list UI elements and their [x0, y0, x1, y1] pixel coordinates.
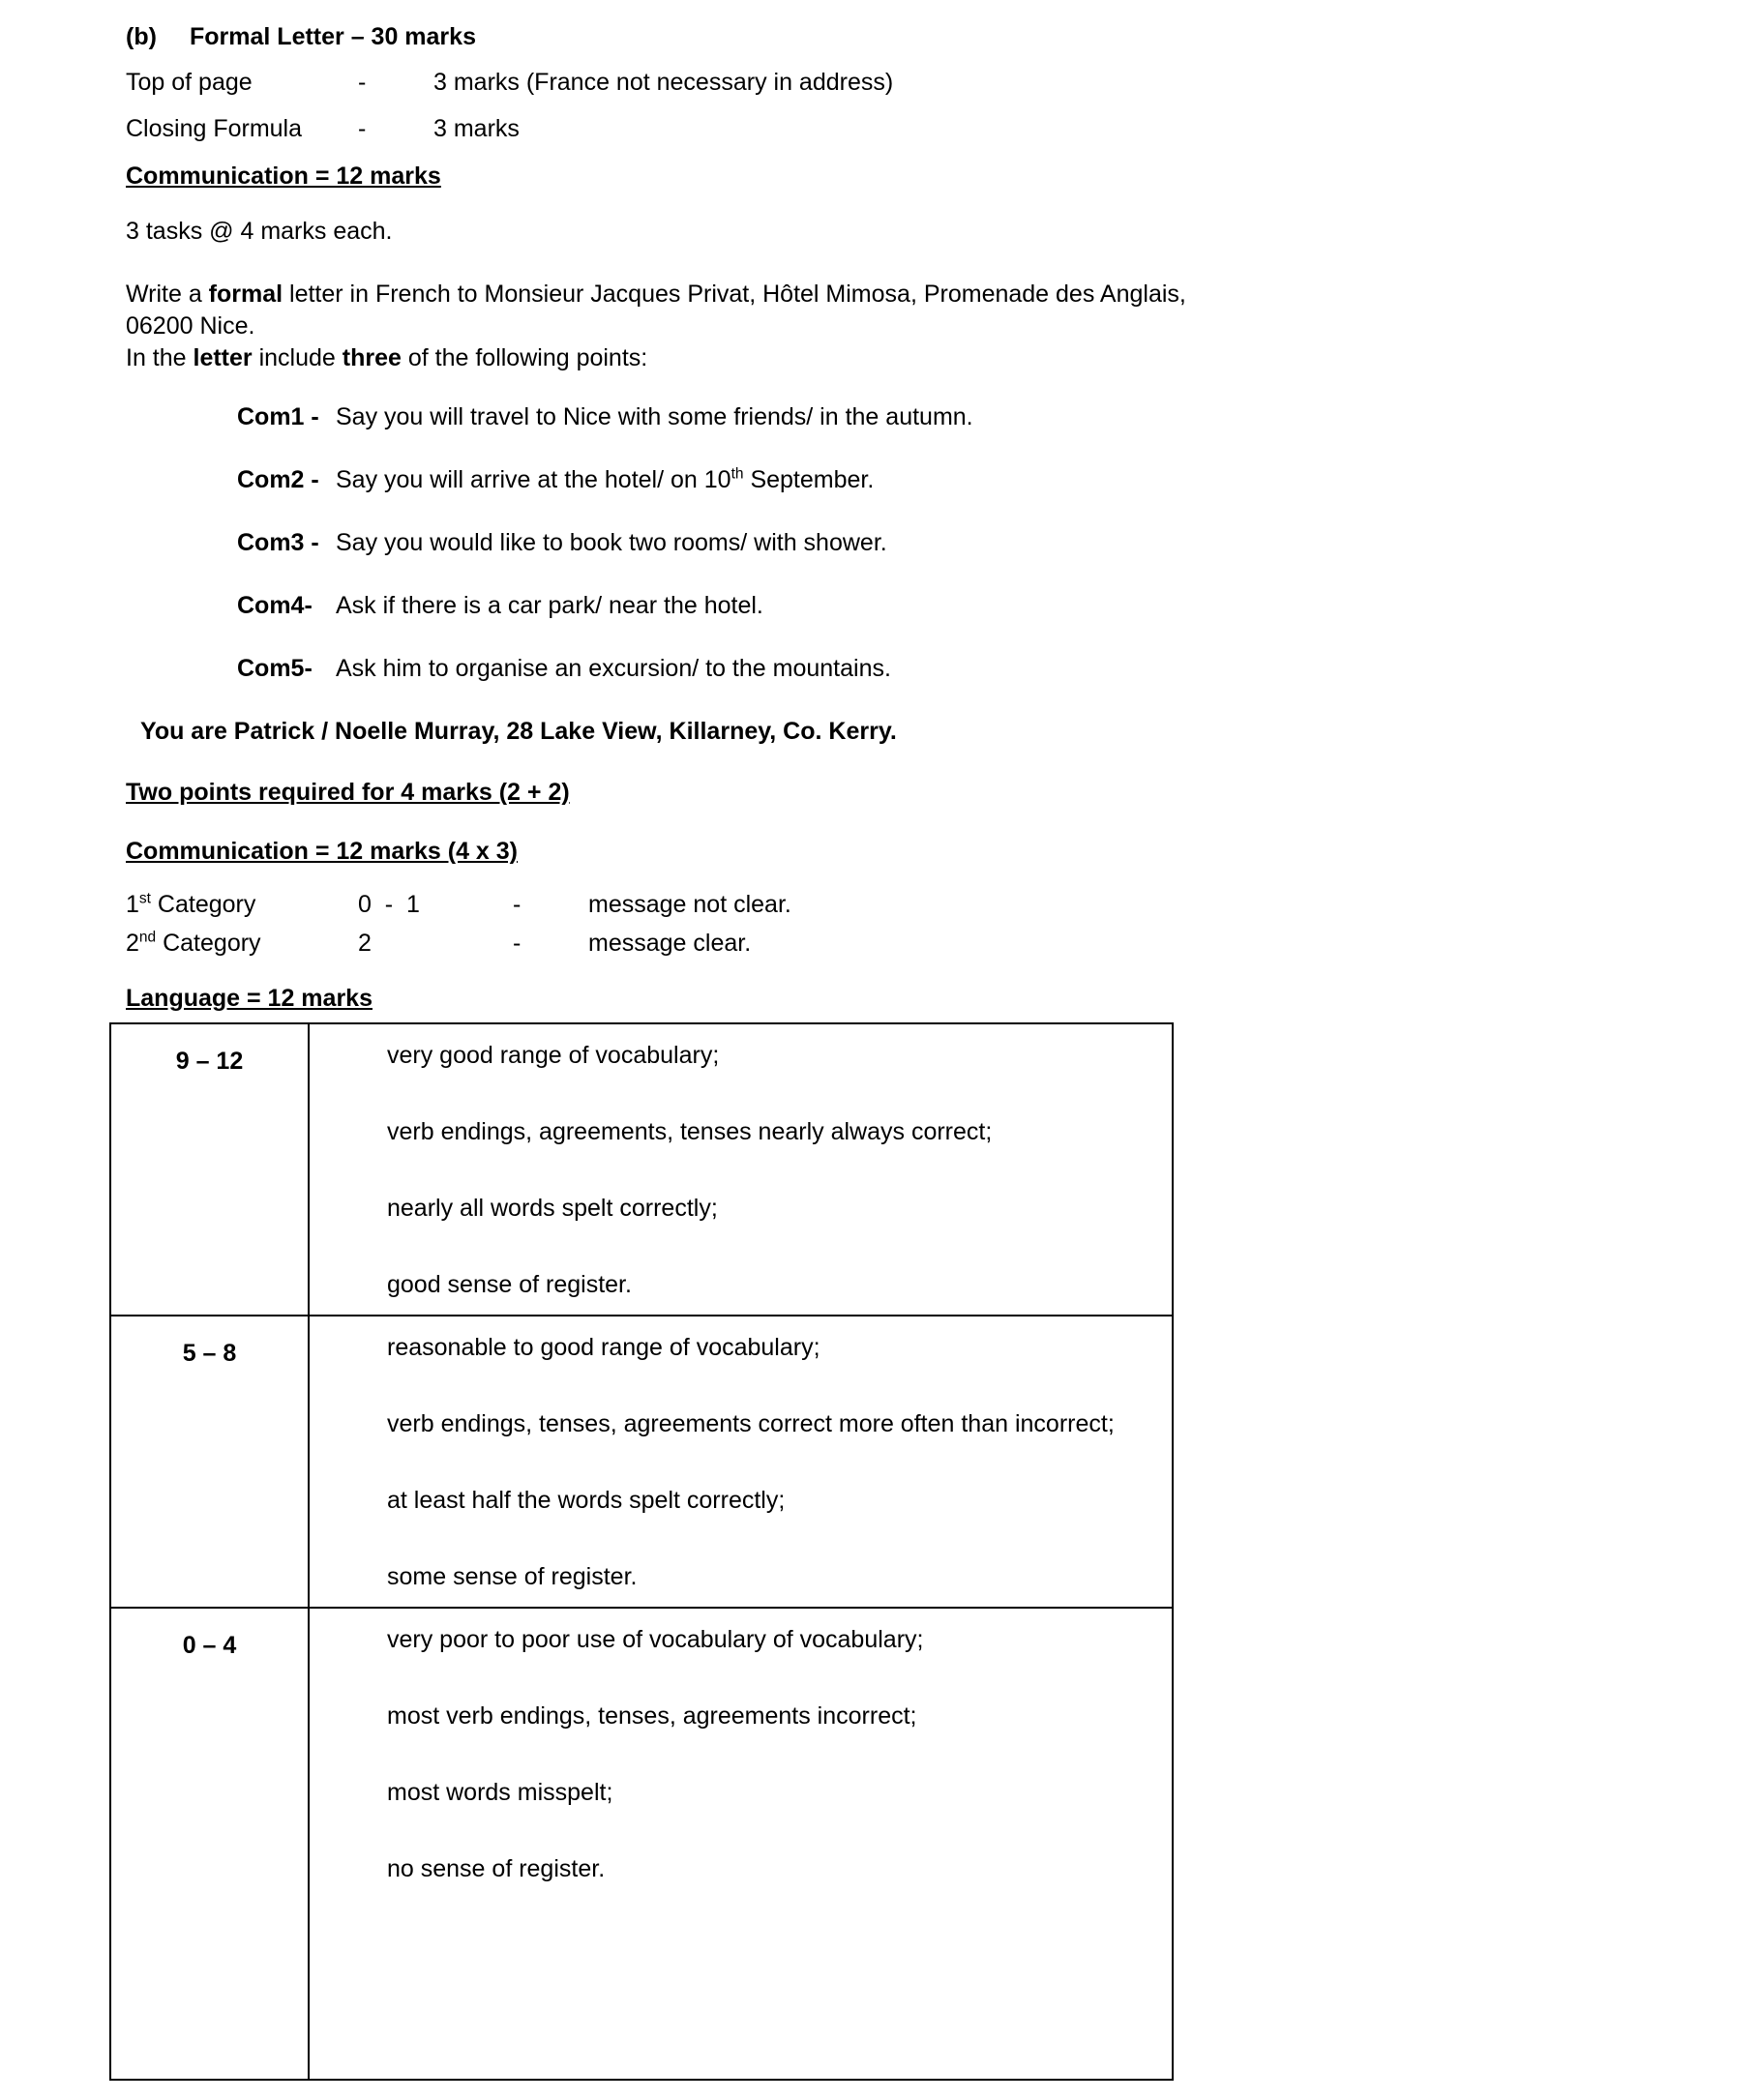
- intro-bold-three: three: [342, 344, 402, 371]
- intro-text: of the following points:: [401, 344, 648, 371]
- band-score: 0 – 4: [182, 1632, 237, 1659]
- com-point-text-part: Say you will travel to Nice with some friends/ in the autumn.: [336, 403, 973, 430]
- com-point-1: [237, 401, 1720, 433]
- band-criteria-cell: [309, 1608, 1173, 2080]
- category-label: [126, 928, 358, 960]
- com-point-text: [336, 527, 1720, 559]
- com-point-4: [237, 590, 1720, 622]
- band-criterion: verb endings, agreements, tenses nearly always correct;: [387, 1118, 993, 1145]
- category-message: message not clear.: [588, 891, 791, 918]
- marks-row-closing-formula: [126, 113, 1720, 145]
- language-marking-table: [109, 1022, 1174, 2081]
- intro-line-1: [126, 279, 1720, 311]
- category-word: Category: [156, 930, 261, 957]
- band-score: 5 – 8: [182, 1340, 237, 1367]
- category-score: 0 - 1: [358, 891, 420, 918]
- band-criterion: good sense of register.: [387, 1271, 632, 1298]
- com-point-label: Com3 -: [237, 529, 319, 556]
- intro-line-2: 06200 Nice.: [126, 312, 255, 340]
- intro-text: Write a: [126, 281, 209, 308]
- com-point-5: [237, 653, 1720, 685]
- band-criterion: at least half the words spelt correctly;: [387, 1487, 786, 1514]
- marks-value: 3 marks: [433, 115, 520, 142]
- com-point-2: [237, 464, 1720, 496]
- marks-breakdown: [126, 67, 1720, 145]
- language-band-row-low: [110, 1608, 1173, 2080]
- com-point-text-part: Say you would like to book two rooms/ with shower.: [336, 529, 887, 556]
- intro-text: letter in French to Monsieur Jacques Privat, Hôtel Mimosa, Promenade des Anglais,: [283, 281, 1186, 308]
- band-criterion: verb endings, tenses, agreements correct more often than incorrect;: [387, 1410, 1115, 1437]
- category-number: 2: [126, 930, 139, 957]
- candidate-identity-line: You are Patrick / Noelle Murray, 28 Lake View, Killarney, Co. Kerry.: [140, 718, 897, 745]
- band-criterion: most words misspelt;: [387, 1779, 613, 1806]
- band-score-cell: [110, 1316, 309, 1608]
- band-score-cell: [110, 1023, 309, 1316]
- superscript-ordinal: th: [730, 465, 744, 483]
- intro-line-3: [126, 342, 1720, 374]
- marks-row-top-of-page: [126, 67, 1720, 99]
- com-point-label: Com2 -: [237, 466, 319, 493]
- category-message: message clear.: [588, 930, 752, 957]
- category-scoring: [126, 889, 1720, 960]
- superscript-ordinal: nd: [138, 929, 157, 946]
- com-point-text-part: Ask if there is a car park/ near the hotel.: [336, 592, 763, 619]
- band-criteria-cell: [309, 1316, 1173, 1608]
- band-criteria-cell: [309, 1023, 1173, 1316]
- intro-text: include: [252, 344, 343, 371]
- intro-paragraph: [126, 279, 1720, 374]
- language-band-row-mid: [110, 1316, 1173, 1608]
- com-point-text: [336, 464, 1720, 496]
- two-points-heading: Two points required for 4 marks (2 + 2): [126, 779, 570, 806]
- language-band-row-high: [110, 1023, 1173, 1316]
- band-criterion: most verb endings, tenses, agreements incorrect;: [387, 1702, 917, 1730]
- category-label: [126, 889, 358, 921]
- communication-split-heading: Communication = 12 marks (4 x 3): [126, 838, 519, 865]
- communication-heading: Communication = 12 marks: [126, 163, 441, 190]
- band-criterion: reasonable to good range of vocabulary;: [387, 1334, 820, 1361]
- com-point-label: Com4-: [237, 592, 313, 619]
- category-row-2: [126, 928, 1720, 960]
- category-word: Category: [150, 891, 256, 918]
- marks-item-label: Top of page: [126, 69, 253, 96]
- com-point-text-part: September.: [743, 466, 875, 493]
- intro-bold-formal: formal: [208, 281, 283, 308]
- category-number: 1: [126, 891, 139, 918]
- section-heading: [126, 21, 1720, 53]
- communication-points-list: [126, 401, 1720, 685]
- band-score-cell: [110, 1608, 309, 2080]
- com-point-text-part: Ask him to organise an excursion/ to the mountains.: [336, 655, 891, 682]
- com-point-text: [336, 653, 1720, 685]
- marks-item-label: Closing Formula: [126, 115, 303, 142]
- category-row-1: [126, 889, 1720, 921]
- category-dash: -: [513, 891, 522, 918]
- com-point-text: [336, 401, 1720, 433]
- band-criterion: nearly all words spelt correctly;: [387, 1195, 718, 1222]
- band-criterion: no sense of register.: [387, 1855, 606, 1882]
- superscript-ordinal: st: [138, 890, 151, 907]
- section-title: Formal Letter – 30 marks: [190, 23, 476, 50]
- marks-value: 3 marks (France not necessary in address): [433, 69, 894, 96]
- com-point-text: [336, 590, 1720, 622]
- intro-text: In the: [126, 344, 194, 371]
- com-point-label: Com5-: [237, 655, 313, 682]
- com-point-3: [237, 527, 1720, 559]
- section-label: (b): [126, 23, 157, 50]
- tasks-note: 3 tasks @ 4 marks each.: [126, 218, 393, 245]
- category-score: 2: [358, 930, 372, 957]
- marks-dash: -: [358, 115, 367, 142]
- intro-bold-letter: letter: [193, 344, 253, 371]
- band-score: 9 – 12: [175, 1048, 244, 1075]
- language-heading: Language = 12 marks: [126, 985, 373, 1012]
- band-criterion: some sense of register.: [387, 1563, 638, 1590]
- band-criterion: very good range of vocabulary;: [387, 1042, 720, 1069]
- com-point-text-part: Say you will arrive at the hotel/ on 10: [336, 466, 731, 493]
- category-dash: -: [513, 930, 522, 957]
- band-criterion: very poor to poor use of vocabulary of vocabulary;: [387, 1626, 924, 1653]
- marks-dash: -: [358, 69, 367, 96]
- com-point-label: Com1 -: [237, 403, 319, 430]
